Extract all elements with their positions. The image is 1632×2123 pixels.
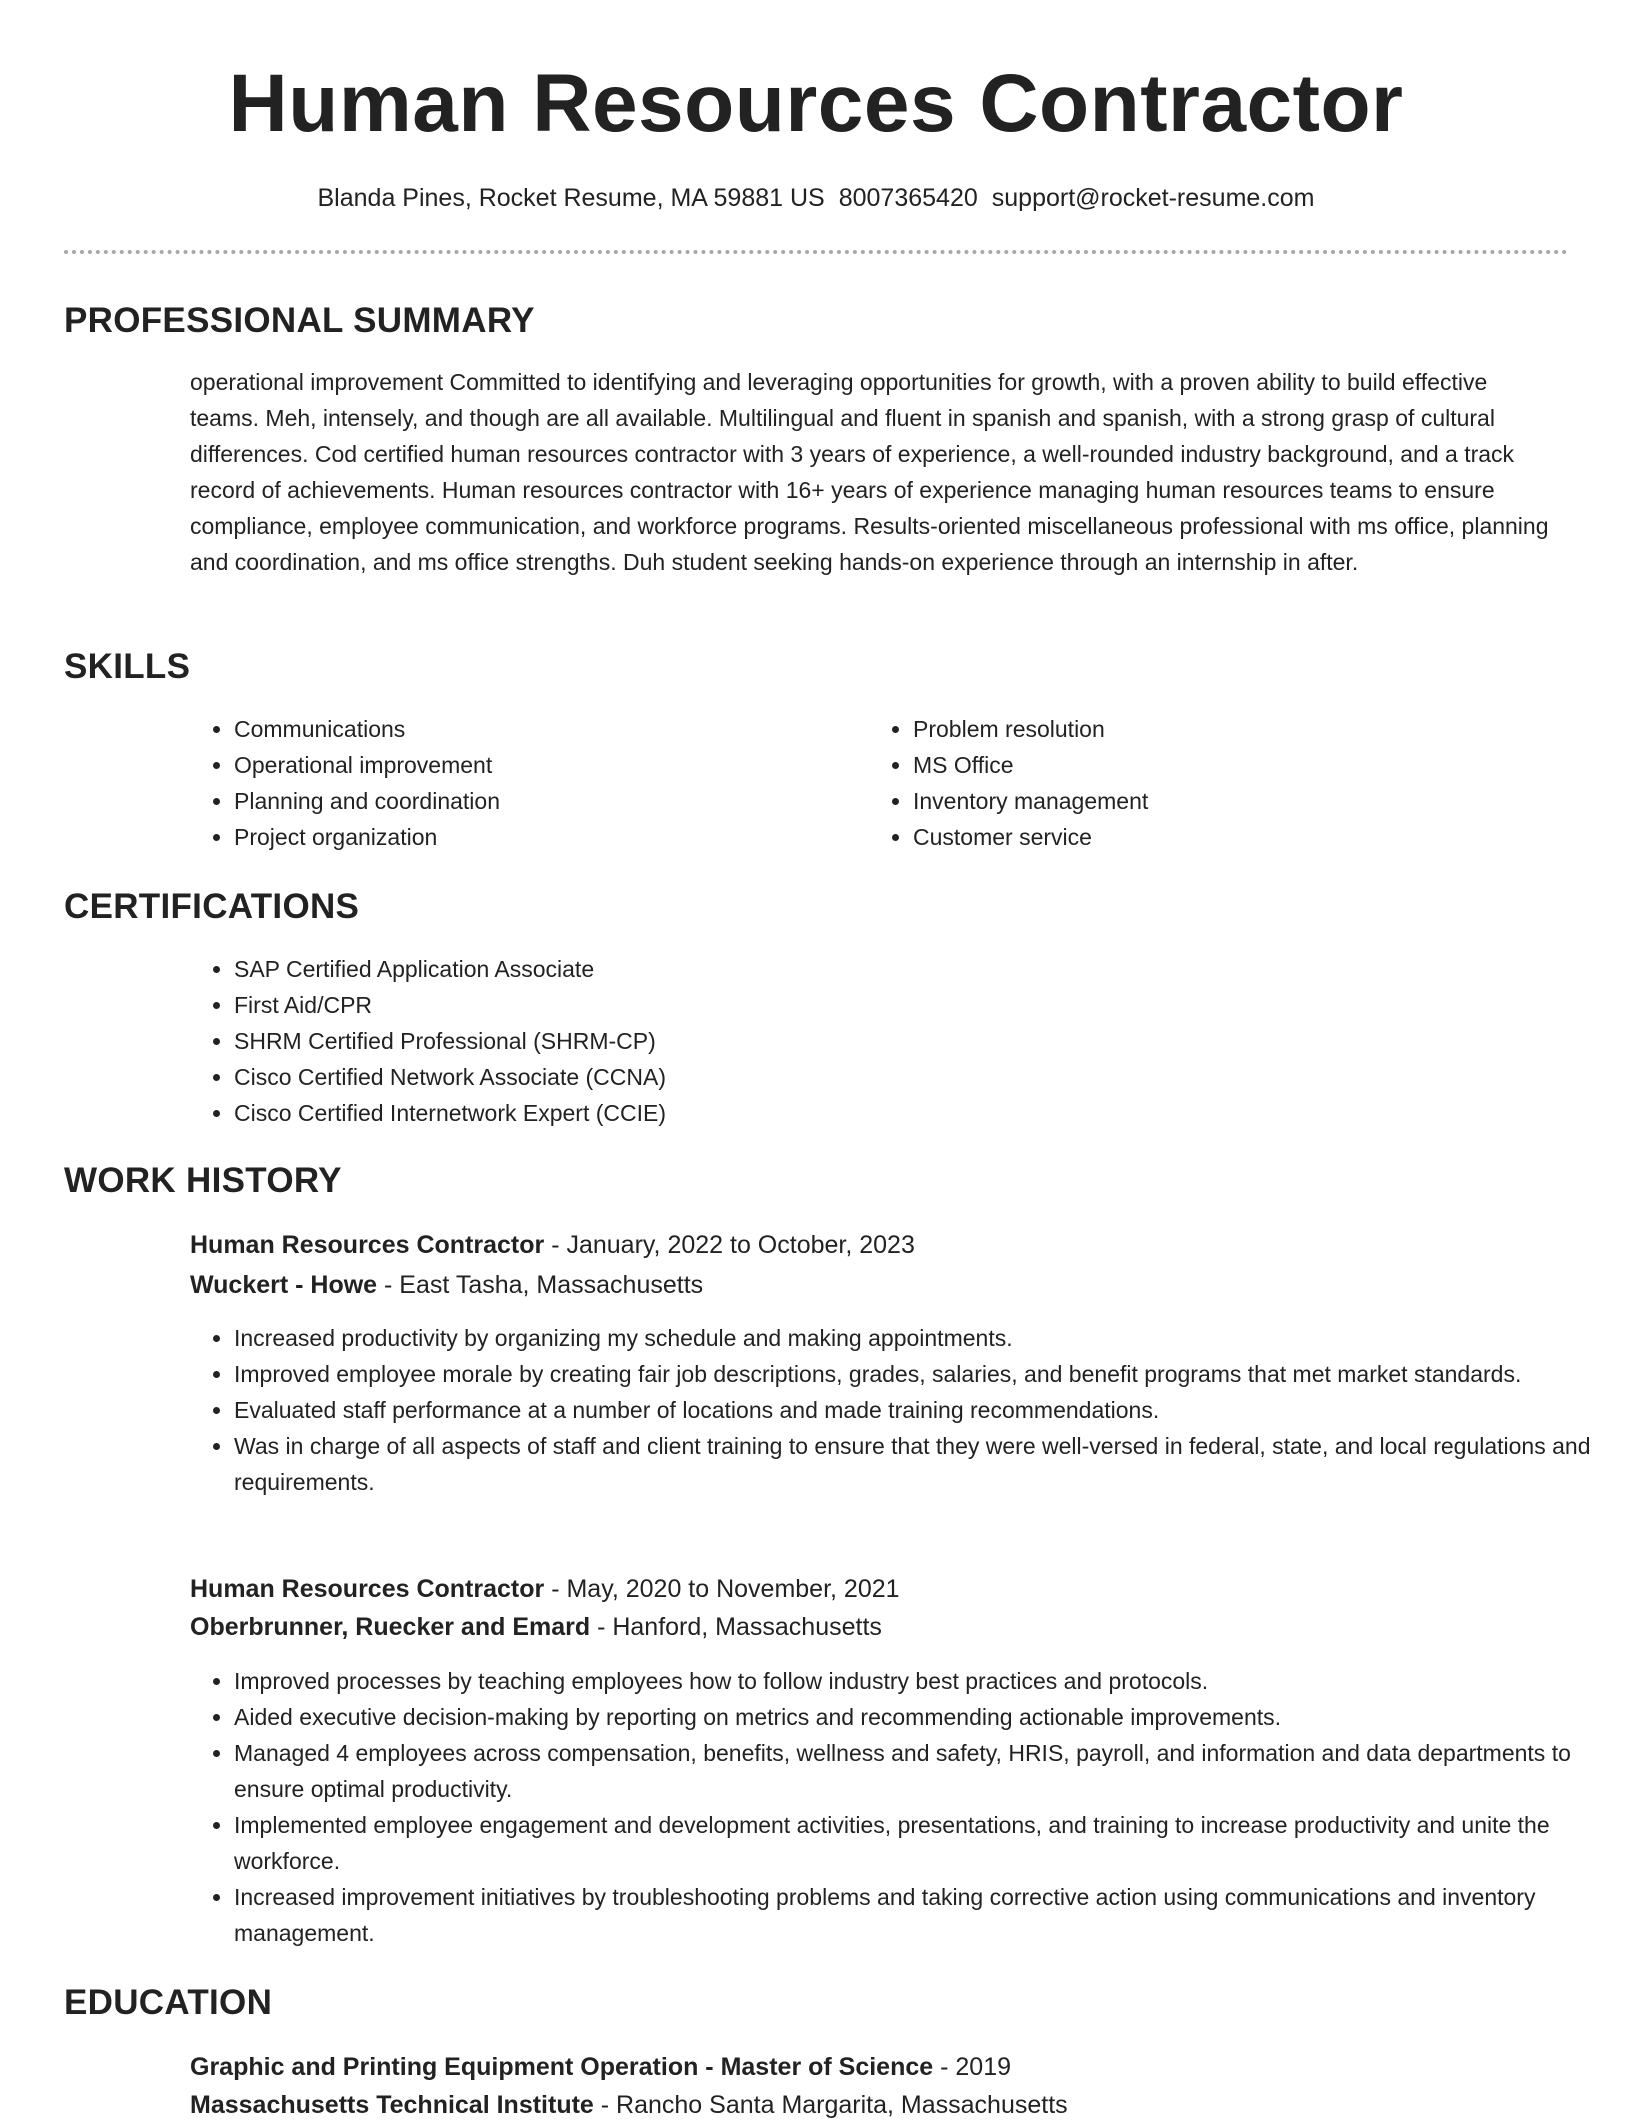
job-bullet: • Increased productivity by organizing my schedule and making appointments. (234, 1320, 1606, 1356)
education-school: Massachusetts Technical Institute (190, 2091, 594, 2119)
job-location: - East Tasha, Massachusetts (377, 1271, 704, 1299)
education-heading: EDUCATION (64, 1983, 273, 2022)
certification-item: • SHRM Certified Professional (SHRM-CP) (234, 1023, 1534, 1059)
certifications-heading: CERTIFICATIONS (64, 887, 360, 926)
job-bullet: • Increased improvement initiatives by troubleshooting problems and taking corrective action using communications and inventory management. (234, 1879, 1606, 1951)
job-bullet: • Aided executive decision-making by reporting on metrics and recommending actionable improvements. (234, 1699, 1606, 1735)
education-degree: Graphic and Printing Equipment Operation - Master of Science (190, 2053, 934, 2081)
contact-phone: 8007365420 (838, 184, 978, 212)
job-bullet: • Was in charge of all aspects of staff and client training to ensure that they were well-versed in federal, state, and local regulations and requirements. (234, 1428, 1606, 1500)
skill-item: • Project organization (234, 819, 834, 855)
education-year: - 2019 (933, 2053, 1012, 2081)
job-bullets (190, 1320, 1606, 1500)
contact-email: support@rocket-resume.com (991, 184, 1315, 212)
education-school-line (190, 2087, 1590, 2123)
skill-item: • Operational improvement (234, 747, 834, 783)
skill-item: • Planning and coordination (234, 783, 834, 819)
header-divider (64, 250, 1568, 254)
skill-item: • Customer service (913, 819, 1513, 855)
job-title-line (190, 1227, 915, 1263)
job-title: Human Resources Contractor (190, 1231, 545, 1259)
job-bullet: • Implemented employee engagement and development activities, presentations, and training to increase productivity and unite the workforce. (234, 1807, 1606, 1879)
job-company: Oberbrunner, Ruecker and Emard (190, 1613, 591, 1641)
summary-heading: PROFESSIONAL SUMMARY (64, 301, 535, 340)
skill-item: • Problem resolution (913, 711, 1513, 747)
job-dates: - January, 2022 to October, 2023 (544, 1231, 915, 1259)
skills-heading: SKILLS (64, 647, 191, 686)
job-company: Wuckert - Howe (190, 1271, 378, 1299)
job-company-line (190, 1609, 882, 1645)
skill-item: • MS Office (913, 747, 1513, 783)
certification-item: • First Aid/CPR (234, 987, 1534, 1023)
job-bullets (190, 1663, 1606, 1951)
job-title-line (190, 1571, 900, 1607)
job-dates: - May, 2020 to November, 2021 (544, 1575, 900, 1603)
certification-item: • Cisco Certified Network Associate (CCNA) (234, 1059, 1534, 1095)
skills-list-right (869, 711, 1513, 855)
skill-item: • Inventory management (913, 783, 1513, 819)
job-title: Human Resources Contractor (190, 1575, 545, 1603)
job-company-line (190, 1267, 703, 1303)
work-history-heading: WORK HISTORY (64, 1161, 342, 1200)
summary-text: operational improvement Committed to identifying and leveraging opportunities for growth, with a proven ability to build effective teams. Meh, intensely, and though are all available. Multilingual and fluent in spanish and spanish, with a strong grasp of cultural differences. Cod certified human resources contractor with 3 years of experience, a well-rounded industry background, and a track record of achievements. Human resources contractor with 16+ years of experience managing human resources teams to ensure compliance, employee communication, and workforce programs. Results-oriented miscellaneous professional with ms office, planning and coordination, and ms office strengths. Duh student seeking hands-on experience through an internship in after. (190, 369, 1549, 575)
job-location: - Hanford, Massachusetts (590, 1613, 882, 1641)
job-bullet: • Managed 4 employees across compensation, benefits, wellness and safety, HRIS, payroll, and information and data departments to ensure optimal productivity. (234, 1735, 1606, 1807)
skill-item: • Communications (234, 711, 834, 747)
education-location: - Rancho Santa Margarita, Massachusetts (593, 2091, 1068, 2119)
certifications-list (190, 951, 1534, 1131)
job-bullet: • Improved processes by teaching employees how to follow industry best practices and protocols. (234, 1663, 1606, 1699)
candidate-name: Human Resources Contractor (228, 58, 1404, 149)
certification-item: • SAP Certified Application Associate (234, 951, 1534, 987)
contact-line (0, 182, 1632, 214)
skills-list-left (190, 711, 834, 855)
job-bullet: • Evaluated staff performance at a number of locations and made training recommendations. (234, 1392, 1606, 1428)
education-degree-line (190, 2049, 1011, 2085)
contact-address: Blanda Pines, Rocket Resume, MA 59881 US (317, 184, 825, 212)
certification-item: • Cisco Certified Internetwork Expert (CCIE) (234, 1095, 1534, 1131)
job-bullet: • Improved employee morale by creating fair job descriptions, grades, salaries, and benefit programs that met market standards. (234, 1356, 1606, 1392)
